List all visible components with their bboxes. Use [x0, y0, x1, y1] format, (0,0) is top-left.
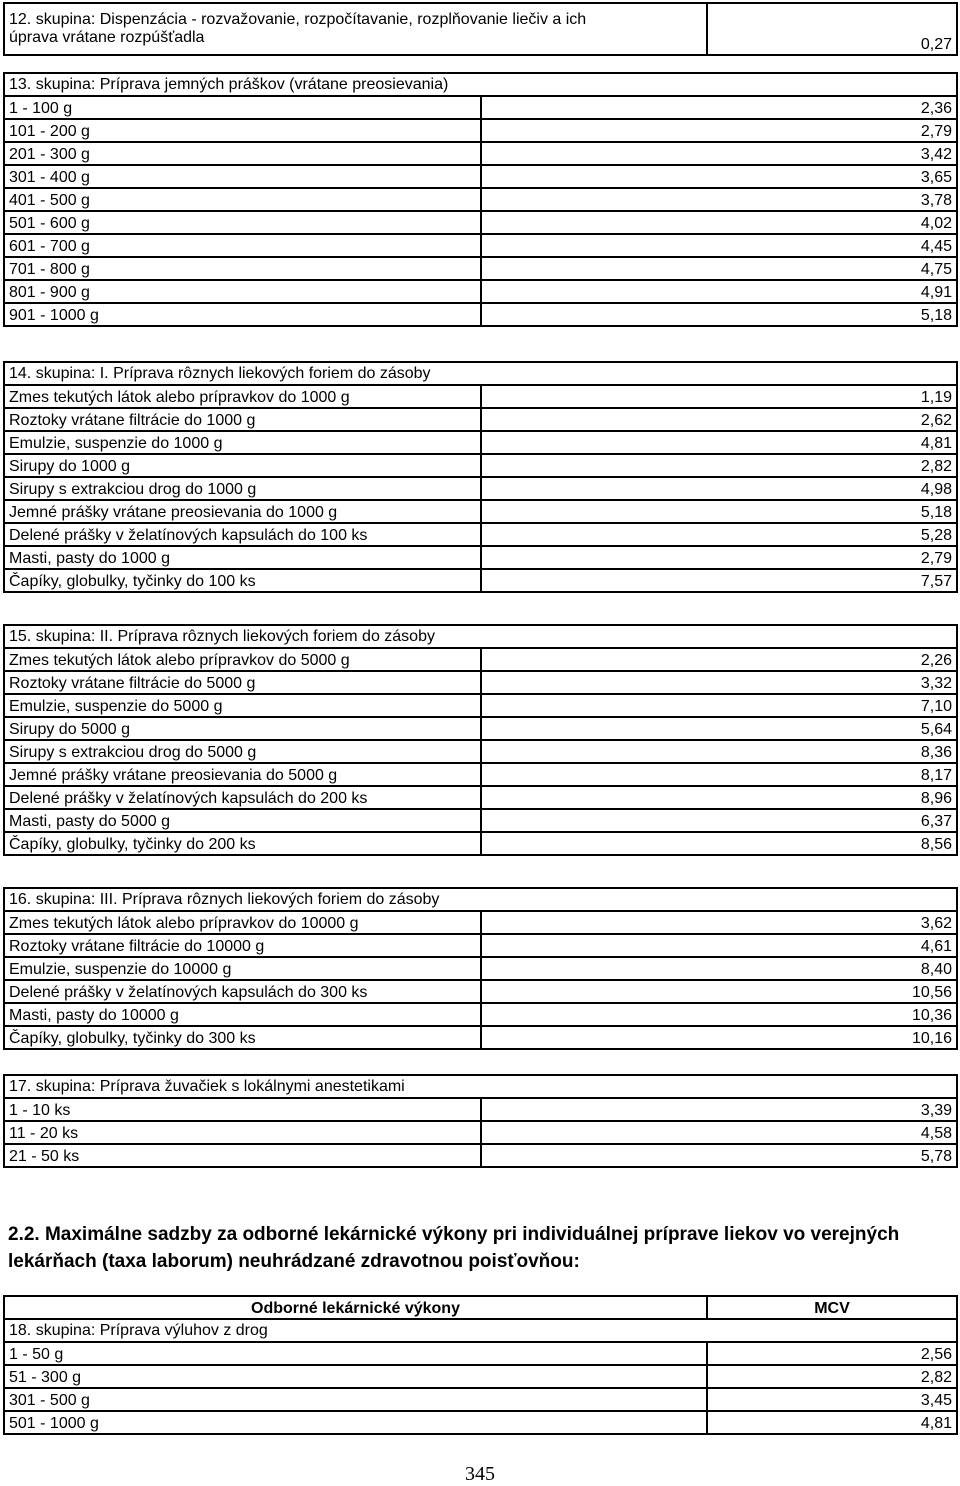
- table-row: [4, 431, 957, 454]
- row-value: 3,65: [481, 165, 958, 188]
- row-label: 801 - 900 g: [4, 280, 481, 303]
- fee-table-main: [3, 2, 958, 56]
- group-17-table: [3, 1074, 958, 1168]
- group-12-label: [4, 3, 707, 55]
- table-row: [4, 671, 957, 694]
- table-header-row: [4, 1296, 957, 1319]
- table-row: [4, 1388, 957, 1411]
- table-row: [4, 477, 957, 500]
- table-row: [4, 1098, 957, 1121]
- table-row: [4, 648, 957, 671]
- row-label: Emulzie, suspenzie do 10000 g: [4, 957, 481, 980]
- group-14-title: 14. skupina: I. Príprava rôznych liekových foriem do zásoby: [4, 362, 957, 385]
- group-18-title: 18. skupina: Príprava výluhov z drog: [4, 1319, 957, 1342]
- row-value: 1,19: [481, 385, 958, 408]
- row-value: 8,40: [481, 957, 958, 980]
- group-12-line1: 12. skupina: Dispenzácia - rozvažovanie, rozpočítavanie, rozplňovanie liečiv a ich: [9, 11, 587, 28]
- table-row: [4, 454, 957, 477]
- table-row: [4, 957, 957, 980]
- row-value: 2,82: [481, 454, 958, 477]
- table-row: [4, 740, 957, 763]
- table-row: [4, 165, 957, 188]
- row-value: 4,61: [481, 934, 958, 957]
- table-row: [4, 257, 957, 280]
- table-row: [4, 763, 957, 786]
- table-row: [4, 1365, 957, 1388]
- row-label: 501 - 600 g: [4, 211, 481, 234]
- row-label: Jemné prášky vrátane preosievania do 5000 g: [4, 763, 481, 786]
- table-row: [4, 1026, 957, 1049]
- row-label: Roztoky vrátane filtrácie do 10000 g: [4, 934, 481, 957]
- group-15-table: [3, 624, 958, 856]
- row-value: 2,79: [481, 119, 958, 142]
- row-label: Čapíky, globulky, tyčinky do 100 ks: [4, 569, 481, 592]
- row-value: 2,56: [707, 1342, 957, 1365]
- row-label: Sirupy do 1000 g: [4, 454, 481, 477]
- table-row: [4, 234, 957, 257]
- row-label: Roztoky vrátane filtrácie do 1000 g: [4, 408, 481, 431]
- table-row: [4, 1342, 957, 1365]
- table-row: [4, 980, 957, 1003]
- table-row: [4, 546, 957, 569]
- row-value: 4,02: [481, 211, 958, 234]
- row-label: 1 - 10 ks: [4, 1098, 481, 1121]
- row-value: 3,42: [481, 142, 958, 165]
- table-row: [4, 211, 957, 234]
- row-label: 901 - 1000 g: [4, 303, 481, 326]
- row-label: 701 - 800 g: [4, 257, 481, 280]
- row-value: 4,81: [707, 1411, 957, 1434]
- row-label: Zmes tekutých látok alebo prípravkov do 5000 g: [4, 648, 481, 671]
- row-value: 7,57: [481, 569, 958, 592]
- row-label: Sirupy s extrakciou drog do 5000 g: [4, 740, 481, 763]
- row-label: Čapíky, globulky, tyčinky do 300 ks: [4, 1026, 481, 1049]
- row-value: 8,17: [481, 763, 958, 786]
- row-value: 4,58: [481, 1121, 958, 1144]
- row-label: Delené prášky v želatínových kapsulách do 300 ks: [4, 980, 481, 1003]
- row-label: 21 - 50 ks: [4, 1144, 481, 1167]
- table-row: [4, 717, 957, 740]
- row-value: 3,62: [481, 911, 958, 934]
- row-label: Jemné prášky vrátane preosievania do 1000 g: [4, 500, 481, 523]
- group-14-table: [3, 361, 958, 593]
- row-value: 8,96: [481, 786, 958, 809]
- table-row: [4, 809, 957, 832]
- table-row: [4, 1121, 957, 1144]
- group-header-row: [4, 73, 957, 96]
- row-value: 10,16: [481, 1026, 958, 1049]
- row-label: Zmes tekutých látok alebo prípravkov do 1000 g: [4, 385, 481, 408]
- row-value: 2,62: [481, 408, 958, 431]
- row-value: 3,78: [481, 188, 958, 211]
- table-row: [4, 385, 957, 408]
- row-label: Sirupy do 5000 g: [4, 717, 481, 740]
- row-label: Emulzie, suspenzie do 1000 g: [4, 431, 481, 454]
- table-row: [4, 1003, 957, 1026]
- row-value: 3,45: [707, 1388, 957, 1411]
- row-value: 4,91: [481, 280, 958, 303]
- row-label: 201 - 300 g: [4, 142, 481, 165]
- group-header-row: [4, 1319, 957, 1342]
- table-row: [4, 408, 957, 431]
- row-label: Masti, pasty do 5000 g: [4, 809, 481, 832]
- table-row: [4, 500, 957, 523]
- row-value: 10,36: [481, 1003, 958, 1026]
- group-header-row: [4, 625, 957, 648]
- row-value: 4,98: [481, 477, 958, 500]
- row-value: 3,39: [481, 1098, 958, 1121]
- row-value: 2,79: [481, 546, 958, 569]
- row-value: 3,32: [481, 671, 958, 694]
- group-16-title: 16. skupina: III. Príprava rôznych liekových foriem do zásoby: [4, 888, 957, 911]
- group-17-title: 17. skupina: Príprava žuvačiek s lokálnymi anestetikami: [4, 1075, 957, 1098]
- group-12-line2: úprava vrátane rozpúšťadla: [9, 29, 205, 46]
- row-value: 2,82: [707, 1365, 957, 1388]
- table-row: [4, 3, 957, 55]
- row-label: Zmes tekutých látok alebo prípravkov do 10000 g: [4, 911, 481, 934]
- column-header-services: Odborné lekárnické výkony: [4, 1296, 707, 1319]
- row-label: 601 - 700 g: [4, 234, 481, 257]
- group-header-row: [4, 362, 957, 385]
- table-row: [4, 911, 957, 934]
- group-13-table: [3, 72, 958, 327]
- row-value: 8,56: [481, 832, 958, 855]
- group-header-row: [4, 1075, 957, 1098]
- row-label: 1 - 100 g: [4, 96, 481, 119]
- table-row: [4, 1144, 957, 1167]
- table-row: [4, 523, 957, 546]
- table-row: [4, 280, 957, 303]
- table-row: [4, 96, 957, 119]
- row-label: Roztoky vrátane filtrácie do 5000 g: [4, 671, 481, 694]
- group-16-table: [3, 887, 958, 1050]
- row-label: Masti, pasty do 1000 g: [4, 546, 481, 569]
- table-row: [4, 142, 957, 165]
- row-value: 4,45: [481, 234, 958, 257]
- row-value: 2,36: [481, 96, 958, 119]
- group-header-row: [4, 888, 957, 911]
- row-label: 501 - 1000 g: [4, 1411, 707, 1434]
- row-label: 51 - 300 g: [4, 1365, 707, 1388]
- row-value: 10,56: [481, 980, 958, 1003]
- table-row: [4, 119, 957, 142]
- row-value: 2,26: [481, 648, 958, 671]
- row-label: 301 - 400 g: [4, 165, 481, 188]
- row-label: 401 - 500 g: [4, 188, 481, 211]
- row-value: 7,10: [481, 694, 958, 717]
- group-13-title: 13. skupina: Príprava jemných práškov (vrátane preosievania): [4, 73, 957, 96]
- row-label: Delené prášky v želatínových kapsulách do 100 ks: [4, 523, 481, 546]
- section-heading: 2.2. Maximálne sadzby za odborné lekárnické výkony pri individuálnej príprave liekov vo verejných lekárňach (taxa laborum) neuhrádzané zdravotnou poisťovňou:: [8, 1224, 900, 1272]
- row-label: Čapíky, globulky, tyčinky do 200 ks: [4, 832, 481, 855]
- group-12-value: 0,27: [707, 3, 957, 55]
- table-row: [4, 786, 957, 809]
- row-value: 4,81: [481, 431, 958, 454]
- row-label: Emulzie, suspenzie do 5000 g: [4, 694, 481, 717]
- row-label: Sirupy s extrakciou drog do 1000 g: [4, 477, 481, 500]
- table-row: [4, 694, 957, 717]
- row-label: 1 - 50 g: [4, 1342, 707, 1365]
- row-label: 11 - 20 ks: [4, 1121, 481, 1144]
- fee-table-laborum: [3, 1295, 958, 1435]
- row-value: 6,37: [481, 809, 958, 832]
- row-label: Masti, pasty do 10000 g: [4, 1003, 481, 1026]
- row-label: 101 - 200 g: [4, 119, 481, 142]
- table-row: [4, 569, 957, 592]
- table-row: [4, 303, 957, 326]
- group-15-title: 15. skupina: II. Príprava rôznych liekových foriem do zásoby: [4, 625, 957, 648]
- table-row: [4, 1411, 957, 1434]
- row-value: 5,18: [481, 303, 958, 326]
- table-row: [4, 832, 957, 855]
- row-value: 8,36: [481, 740, 958, 763]
- row-value: 4,75: [481, 257, 958, 280]
- row-value: 5,64: [481, 717, 958, 740]
- row-value: 5,18: [481, 500, 958, 523]
- table-row: [4, 934, 957, 957]
- table-row: [4, 188, 957, 211]
- row-value: 5,28: [481, 523, 958, 546]
- row-label: 301 - 500 g: [4, 1388, 707, 1411]
- row-label: Delené prášky v želatínových kapsulách do 200 ks: [4, 786, 481, 809]
- row-value: 5,78: [481, 1144, 958, 1167]
- column-header-mcv: MCV: [707, 1296, 957, 1319]
- page-number: 345: [465, 1463, 495, 1485]
